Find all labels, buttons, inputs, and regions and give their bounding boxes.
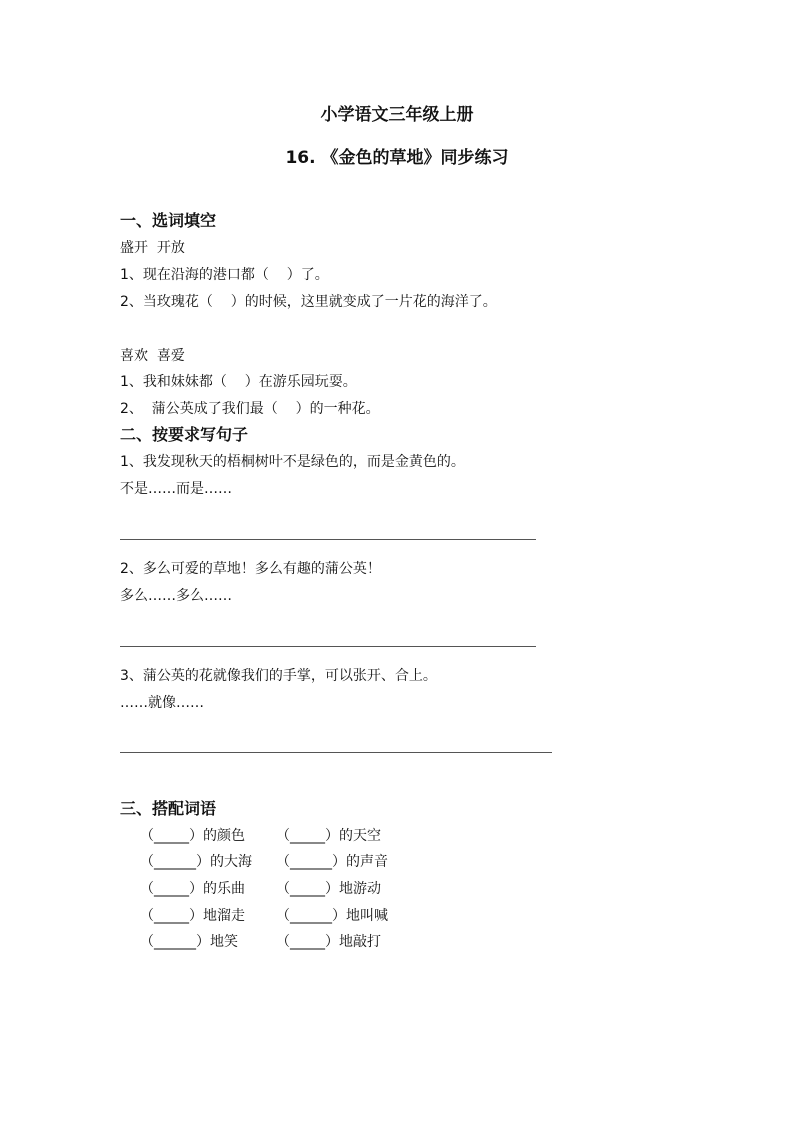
- sentence-item: 1、我发现秋天的梧桐树叶不是绿色的，而是金黄色的。: [120, 454, 465, 470]
- match-item: （_____）的乐曲: [140, 881, 245, 897]
- sentence-pattern: ……就像……: [120, 695, 204, 711]
- match-item: （_____）的天空: [276, 828, 381, 844]
- question-item: 2、 蒲公英成了我们最（ ）的一种花。: [120, 401, 380, 417]
- sentence-pattern: 不是……而是……: [120, 481, 232, 497]
- match-item: （_____）的颜色: [140, 828, 245, 844]
- sentence-item: 2、多么可爱的草地！多么有趣的蒲公英！: [120, 561, 381, 577]
- word-choices-1: 盛开 开放: [120, 240, 185, 256]
- sentence-pattern: 多么……多么……: [120, 588, 232, 604]
- page-subtitle: 16. 《金色的草地》同步练习: [285, 148, 509, 168]
- match-item: （_____）地敲打: [276, 934, 381, 950]
- word-choices-2: 喜欢 喜爱: [120, 348, 185, 364]
- question-item: 1、现在沿海的港口都（ ）了。: [120, 267, 329, 283]
- match-item: （______）地笑: [140, 934, 238, 950]
- match-item: （______）的大海: [140, 854, 252, 870]
- match-item: （_____）地游动: [276, 881, 381, 897]
- sentence-item: 3、蒲公英的花就像我们的手掌，可以张开、合上。: [120, 668, 437, 684]
- section-heading-1: 一、选词填空: [120, 211, 217, 230]
- question-item: 2、当玫瑰花（ ）的时候，这里就变成了一片花的海洋了。: [120, 294, 497, 310]
- page-title: 小学语文三年级上册: [320, 105, 474, 125]
- section-heading-3: 三、搭配词语: [120, 799, 217, 818]
- match-item: （______）地叫喊: [276, 908, 388, 924]
- answer-line[interactable]: [120, 752, 552, 753]
- answer-line[interactable]: [120, 539, 536, 540]
- match-item: （_____）地溜走: [140, 908, 245, 924]
- question-item: 1、我和妹妹都（ ）在游乐园玩耍。: [120, 374, 357, 390]
- answer-line[interactable]: [120, 646, 536, 647]
- section-heading-2: 二、按要求写句子: [120, 425, 249, 444]
- match-item: （______）的声音: [276, 854, 388, 870]
